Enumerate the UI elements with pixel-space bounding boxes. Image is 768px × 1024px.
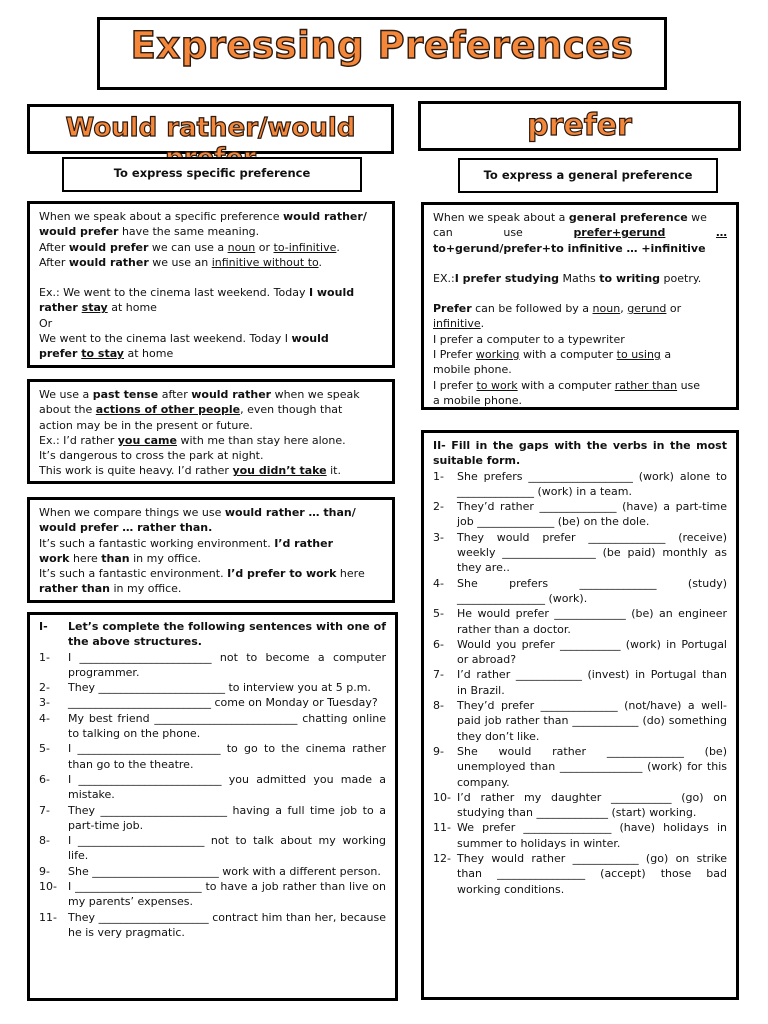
title-box — [97, 17, 667, 90]
exercise-item-text: They’d prefer ______________ (not/have) a well-paid job rather than ____________ (do) something they don’t like. — [457, 699, 727, 743]
exercise-item — [433, 790, 727, 821]
right-explanation-box — [421, 202, 739, 410]
exercise-item-number: 6- — [433, 637, 444, 651]
exercise-item — [433, 667, 727, 698]
exercise-item-number: 5- — [39, 742, 50, 756]
exercise-item-number: 7- — [433, 668, 444, 682]
exercise-item-number: 8- — [39, 834, 50, 848]
left-explanation-text: When we speak about a specific preference would rather/ would prefer have the same meaning. After would prefer we can use a noun or to-infinitive. After would rather we use an infinitive without to. Ex.: We went to the cinema last weekend. Today I would rather stay at home Or We went to the cinema last weekend. Today I would prefer to stay at home — [39, 210, 367, 361]
exercise-item-text: We prefer ________________ (have) holidays in summer to holidays in winter. — [457, 821, 727, 850]
exercise-item-number: 9- — [39, 864, 50, 878]
exercise-item-number: 2- — [39, 681, 50, 695]
exercise-item-text: She prefers ______________ (study) ________________ (work). — [457, 576, 727, 605]
exercise-item-number: 12- — [433, 852, 451, 866]
exercise-item — [39, 650, 386, 681]
exercise-item — [39, 695, 386, 710]
right-caption-box — [458, 158, 718, 193]
page-title: Expressing Preferences — [130, 24, 634, 67]
exercise-item-number: 8- — [433, 699, 444, 713]
exercise-item-text: She _______________________ work with a different person. — [68, 864, 381, 878]
right-exercise-heading: II- Fill in the gaps with the verbs in the most suitable form. — [433, 439, 727, 468]
exercise-item-text: I _______________________ not to talk about my working life. — [68, 834, 386, 863]
exercise-item-text: __________________________ come on Monday or Tuesday? — [68, 696, 378, 710]
exercise-item-text: They would prefer ______________ (receive) weekly _________________ (be paid) monthly as they are.. — [457, 530, 727, 575]
exercise-item — [39, 833, 386, 864]
exercise-item — [433, 637, 727, 668]
exercise-item — [39, 803, 386, 834]
exercise-item — [433, 469, 727, 500]
exercise-item-text: He would prefer _____________ (be) an engineer rather than a doctor. — [457, 607, 727, 636]
exercise-item-number: 3- — [39, 696, 50, 710]
right-heading-box — [418, 101, 741, 151]
exercise-item-text: I __________________________ to go to the cinema rather than go to the theatre. — [68, 742, 386, 771]
exercise-item — [433, 530, 727, 576]
exercise-item-number: 2- — [433, 500, 444, 514]
left-past-tense-text: We use a past tense after would rather when we speak about the actions of other people, even though that action may be in the present or future. Ex.: I’d rather you came with me than stay here alone. It’s dangerous to cross the park at night. This work is quite heavy. I’d rather you didn’t take it. — [39, 388, 360, 478]
exercise-item — [433, 606, 727, 637]
exercise-item-text: My best friend __________________________ chatting online to talking on the phone. — [68, 711, 386, 741]
exercise-item-number: 10- — [39, 880, 57, 894]
exercise-item-number: 11- — [39, 910, 57, 924]
exercise-item — [433, 576, 727, 607]
exercise-item — [39, 680, 386, 695]
exercise-item-text: Would you prefer ___________ (work) in Portugal or abroad? — [457, 637, 727, 667]
exercise-item-number: 1- — [433, 469, 444, 483]
exercise-item-number: 4- — [433, 576, 444, 590]
exercise-item-text: They would rather ____________ (go) on strike than ________________ (accept) those bad working conditions. — [457, 852, 727, 896]
exercise-item — [39, 741, 386, 772]
exercise-item-number: 10- — [433, 790, 451, 804]
exercise-item-number: 3- — [433, 530, 444, 544]
exercise-item-number: 9- — [433, 744, 444, 758]
exercise-item-number: 5- — [433, 607, 444, 621]
exercise-item-text: I ________________________ not to become a computer programmer. — [68, 650, 386, 679]
exercise-item-text: I’d rather my daughter ___________ (go) on studying than _____________ (start) working. — [457, 790, 727, 820]
exercise-item — [433, 744, 727, 790]
left-heading-box — [27, 104, 394, 154]
left-past-tense-box — [27, 379, 395, 484]
exercise-item — [39, 879, 386, 910]
exercise-item-number: 11- — [433, 821, 451, 835]
left-caption-box — [62, 157, 362, 192]
exercise-item-text: They’d rather ______________ (have) a part-time job ______________ (be) on the dole. — [457, 500, 727, 529]
exercise-item-text: She would rather ______________ (be) unemployed than _______________ (work) for this company. — [457, 744, 727, 789]
exercise-item-number: 4- — [39, 711, 50, 725]
exercise-item-number: 1- — [39, 650, 50, 664]
exercise-item — [39, 711, 386, 742]
exercise-item-text: They ____________________ contract him than her, because he is very pragmatic. — [68, 910, 386, 939]
exercise-item — [433, 499, 727, 530]
exercise-item — [433, 851, 727, 897]
exercise-item-number: 7- — [39, 803, 50, 817]
exercise-item — [433, 698, 727, 744]
exercise-item-text: They _______________________ to interview you at 5 p.m. — [68, 681, 371, 695]
exercise-item-number: 6- — [39, 772, 50, 786]
exercise-item — [39, 772, 386, 803]
left-exercise-box — [27, 612, 398, 1001]
exercise-item-text: I _______________________ to have a job rather than live on my parents’ expenses. — [68, 880, 386, 909]
exercise-item — [39, 910, 386, 941]
right-explanation-text: When we speak about a general preference we can use prefer+gerund … to+gerund/prefer+to infinitive … +infinitive EX.:I prefer studying Maths to writing poetry. Prefer can be followed by a noun, gerund or infinitive. I prefer a computer to a typewriter I Prefer working with a computer to using a mobile phone. I prefer to work with a computer rather than use a mobile phone. — [433, 211, 727, 407]
left-heading: Would rather/would — [65, 113, 356, 143]
left-compare-text: When we compare things we use would rather … than/ would prefer … rather than. It’s such a fantastic working environment. I’d rather work here than in my office. It’s such a fantastic environment. I’d prefer to work here rather than in my office. — [39, 506, 365, 596]
right-heading: prefer — [527, 108, 632, 143]
exercise-item-text: I’d rather ____________ (invest) in Portugal than in Brazil. — [457, 668, 727, 697]
exercise-item-text: She prefers ___________________ (work) alone to ______________ (work) in a team. — [457, 469, 727, 498]
exercise-item — [433, 820, 727, 851]
left-caption: To express specific preference — [113, 166, 311, 180]
right-exercise-box — [421, 430, 739, 1000]
exercise-item-text: They _______________________ having a full time job to a part-time job. — [68, 803, 386, 832]
right-exercise — [433, 438, 727, 897]
left-exercise-heading: I- Let’s complete the following sentences with one of the above structures. — [39, 620, 386, 649]
exercise-item — [39, 864, 386, 879]
left-compare-box — [27, 497, 395, 603]
left-exercise — [39, 619, 386, 940]
exercise-item-text: I __________________________ you admitted you made a mistake. — [68, 772, 386, 802]
left-explanation-box — [27, 201, 395, 368]
right-caption: To express a general preference — [483, 168, 693, 182]
